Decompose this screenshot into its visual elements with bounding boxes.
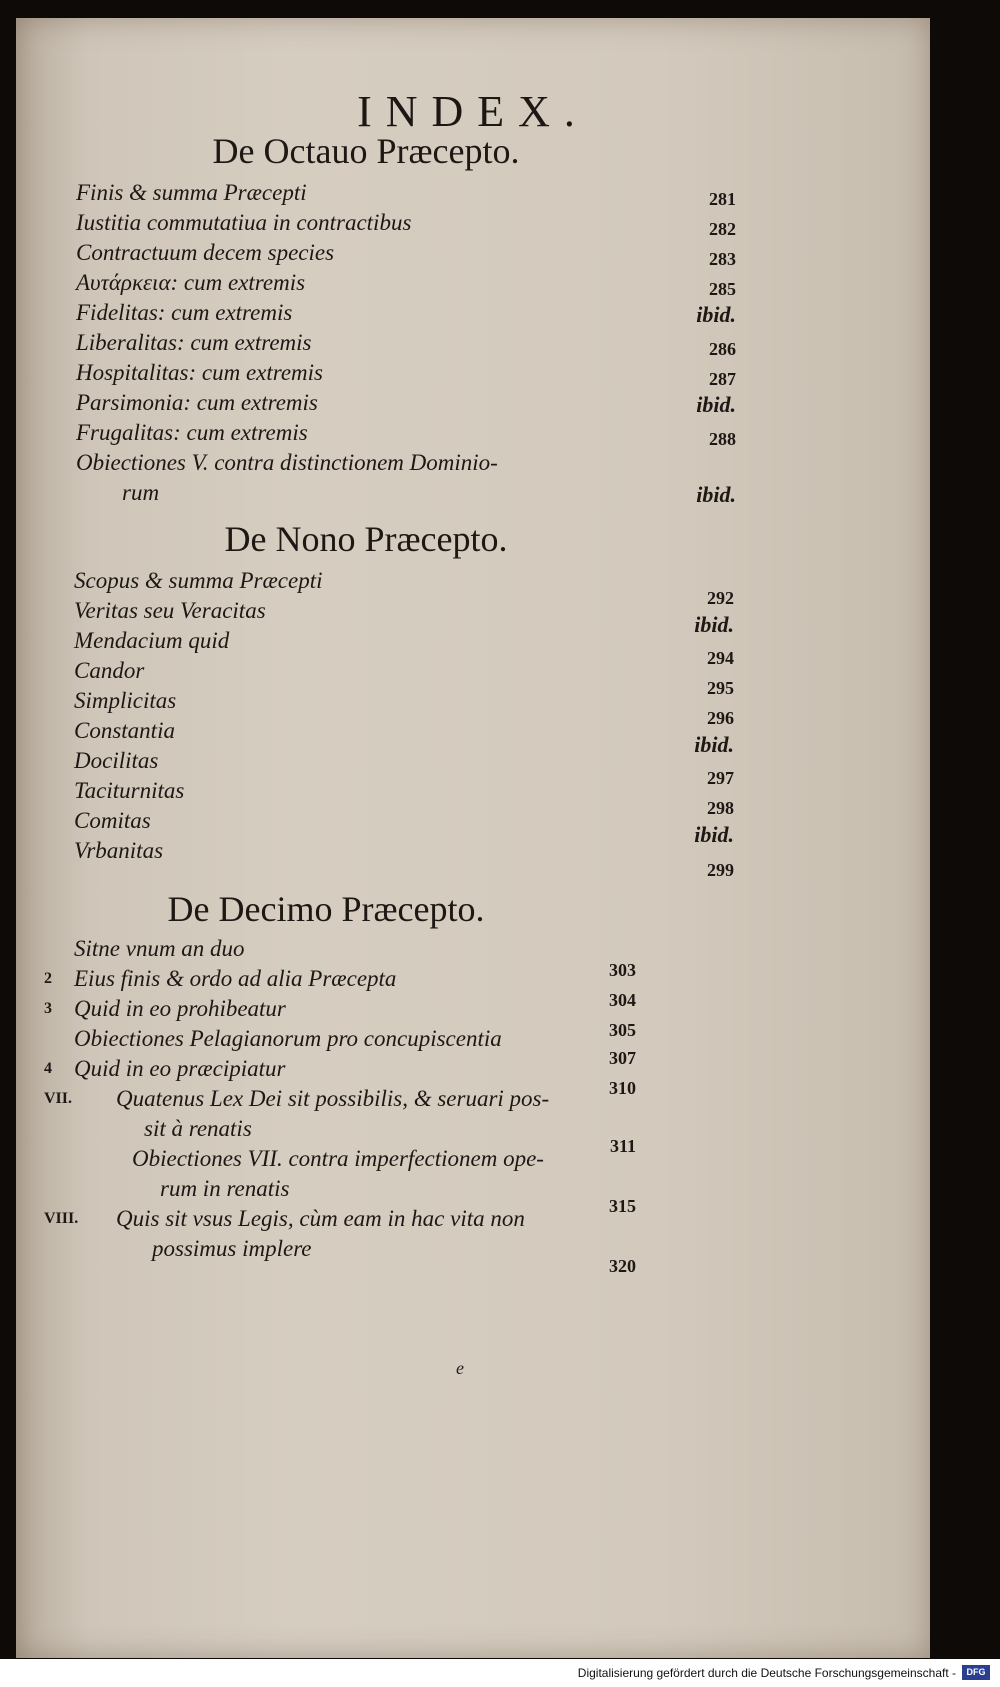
index-entry — [74, 1026, 636, 1068]
entry-label: Eius finis & ordo ad alia Præcepta — [74, 966, 397, 991]
entry-page: 288 — [709, 429, 736, 449]
index-entry — [76, 330, 736, 360]
entry-page: ibid. — [694, 732, 734, 757]
entry-label: Contractuum decem species — [76, 240, 335, 265]
entry-marker: 4 — [44, 1060, 52, 1077]
index-entry — [44, 1086, 636, 1156]
index-entry — [44, 1146, 636, 1216]
entry-label: Taciturnitas — [74, 778, 185, 803]
entry-page: 311 — [609, 1136, 636, 1156]
entry-page: 281 — [709, 189, 736, 209]
section-title-decimo: De Decimo Præcepto. — [167, 889, 485, 929]
entry-page: 315 — [609, 1196, 636, 1216]
running-title: INDEX. — [357, 87, 589, 136]
entry-page: 296 — [707, 708, 734, 728]
entry-page: 310 — [609, 1078, 636, 1098]
index-entry — [74, 718, 734, 757]
index-entry — [74, 598, 734, 637]
entry-page: 298 — [707, 798, 734, 818]
entry-label: Hospitalitas: cum extremis — [76, 360, 324, 385]
entry-label: Liberalitas: cum extremis — [76, 330, 312, 355]
entry-page: 305 — [609, 1020, 636, 1040]
index-entry — [74, 568, 734, 608]
entry-page: 287 — [709, 369, 736, 389]
index-entry — [74, 658, 734, 698]
section-title-octauo: De Octauo Præcepto. — [212, 131, 520, 171]
index-entry — [44, 1056, 636, 1098]
entry-label: Quid in eo præcipiatur — [74, 1056, 286, 1081]
entry-marker: VII. — [44, 1090, 73, 1107]
entry-marker: 3 — [44, 1000, 52, 1017]
entry-label: Comitas — [74, 808, 151, 833]
entry-label-continuation: rum in renatis — [160, 1176, 290, 1201]
entry-page: ibid. — [696, 482, 736, 507]
index-entry — [76, 360, 736, 390]
entry-label-continuation: sit à renatis — [144, 1116, 252, 1141]
entry-label: Sitne vnum an duo — [74, 936, 245, 961]
index-entry — [74, 748, 734, 788]
entry-label: Veritas seu Veracitas — [74, 598, 266, 623]
index-entry — [74, 778, 734, 818]
dfg-logo: DFG — [962, 1665, 990, 1680]
entry-label: Iustitia commutatiua in contractibus — [76, 210, 412, 235]
entry-label: Obiectiones VII. contra imperfectionem ope- — [132, 1146, 544, 1171]
entry-label: Parsimonia: cum extremis — [76, 390, 318, 415]
index-entry — [74, 808, 734, 847]
catchword: e — [456, 1358, 464, 1378]
entry-label-continuation: rum — [122, 480, 160, 505]
entry-label: Finis & summa Præcepti — [76, 180, 307, 205]
entry-label: Αυτάρκεια: cum extremis — [76, 270, 306, 295]
index-entry — [76, 420, 736, 450]
entry-label: Constantia — [74, 718, 175, 743]
entry-label: Quid in eo prohibeatur — [74, 996, 286, 1021]
entry-label: Obiectiones Pelagianorum pro concupiscentia — [74, 1026, 502, 1051]
entry-label: Quis sit vsus Legis, cùm eam in hac vita non — [116, 1206, 525, 1231]
entry-label: Docilitas — [74, 748, 159, 773]
entry-page: 297 — [707, 768, 734, 788]
index-entry — [76, 240, 736, 270]
index-entry — [76, 210, 736, 240]
entry-page: 299 — [707, 860, 734, 880]
entry-page: 286 — [709, 339, 736, 359]
entry-page: 285 — [709, 279, 736, 299]
entry-label: Mendacium quid — [74, 628, 230, 653]
index-entry — [76, 300, 736, 330]
book-page — [16, 18, 930, 1658]
entry-page: 304 — [609, 990, 636, 1010]
entry-page: 307 — [609, 1048, 636, 1068]
entry-label: Scopus & summa Præcepti — [74, 568, 323, 593]
entry-marker: VIII. — [44, 1210, 79, 1227]
footer-bar — [0, 1659, 1000, 1687]
index-entry — [74, 838, 734, 880]
entry-page: 320 — [609, 1256, 636, 1276]
entry-page: 303 — [609, 960, 636, 980]
entry-label: Fidelitas: cum extremis — [76, 300, 293, 325]
entry-page: 292 — [707, 588, 734, 608]
entry-label: Candor — [74, 658, 145, 683]
entry-page: 295 — [707, 678, 734, 698]
entry-label: Quatenus Lex Dei sit possibilis, & seruari pos- — [116, 1086, 550, 1111]
entry-label: Frugalitas: cum extremis — [76, 420, 308, 445]
entry-label: Simplicitas — [74, 688, 177, 713]
entry-label: Obiectiones V. contra distinctionem Dominio- — [76, 450, 498, 475]
index-entry — [76, 450, 736, 510]
index-entry — [76, 390, 736, 420]
index-entry — [76, 180, 736, 210]
entry-page: ibid. — [696, 302, 736, 327]
entry-label-continuation: possimus implere — [152, 1236, 312, 1261]
section-title-nono: De Nono Præcepto. — [224, 519, 508, 559]
index-entry — [44, 1206, 636, 1276]
entry-page: ibid. — [696, 392, 736, 417]
entry-page: 283 — [709, 249, 736, 269]
index-entry — [76, 270, 736, 300]
entry-marker: 2 — [44, 970, 52, 987]
footer-credit: Digitalisierung gefördert durch die Deutsche Forschungsgemeinschaft - — [577, 1666, 956, 1680]
entry-page: 282 — [709, 219, 736, 239]
index-entry — [74, 628, 734, 668]
entry-label: Vrbanitas — [74, 838, 164, 863]
entry-page: ibid. — [694, 822, 734, 847]
entry-page: 294 — [707, 648, 734, 668]
index-entry — [74, 688, 734, 728]
entry-page: ibid. — [694, 612, 734, 637]
